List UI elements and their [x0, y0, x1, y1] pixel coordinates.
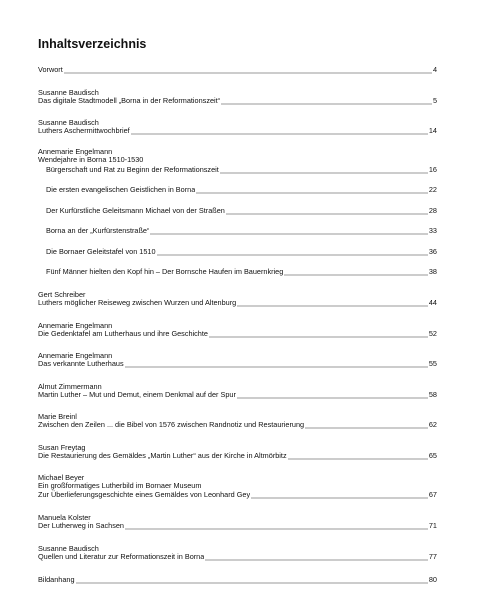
toc-text-line: Almut Zimmermann: [38, 382, 102, 391]
toc-entry-label: Die Bornaer Geleitstafel von 1510: [46, 247, 156, 256]
dot-leader: [209, 328, 428, 339]
toc-entry: [46, 266, 437, 277]
toc-text-line: Annemarie Engelmann: [38, 351, 113, 360]
toc-entry: [38, 297, 437, 308]
toc-entry-label: Borna an der „Kurfürstenstraße“: [46, 226, 150, 235]
dot-leader: [237, 297, 428, 308]
toc-entry: [38, 574, 437, 585]
dot-leader: [251, 489, 428, 500]
toc-page-number: 38: [428, 267, 437, 276]
toc-entry-label: Die ersten evangelischen Geistlichen in Borna: [46, 185, 196, 194]
toc-entry-label: Luthers möglicher Reiseweg zwischen Wurzen und Altenburg: [38, 298, 237, 307]
toc-text-line: Susanne Baudisch: [38, 88, 99, 97]
dot-leader: [288, 450, 428, 461]
toc-page-number: 55: [428, 359, 437, 368]
toc-page-number: 44: [428, 298, 437, 307]
toc-entry: [38, 450, 437, 461]
toc-page-number: 14: [428, 126, 437, 135]
toc-entry: [38, 551, 437, 562]
toc-entry-label: Der Lutherweg in Sachsen: [38, 521, 124, 530]
toc-entry-label: Bildanhang: [38, 575, 75, 584]
dot-leader: [220, 164, 428, 175]
toc-text-line: Manuela Kolster: [38, 513, 91, 522]
toc-page-number: 4: [432, 65, 437, 74]
toc-text-line: Ein großformatiges Lutherbild im Bornaer Museum: [38, 481, 202, 490]
toc-entry: [46, 184, 437, 195]
toc-entry-label: Die Restaurierung des Gemäldes „Martin Luther“ aus der Kirche in Altmörbitz: [38, 451, 287, 460]
dot-leader: [237, 389, 428, 400]
dot-leader: [305, 419, 428, 430]
dot-leader: [64, 64, 432, 75]
toc-entry-label: Bürgerschaft und Rat zu Beginn der Reformationszeit: [46, 165, 219, 174]
toc-text-line: Marie Breinl: [38, 412, 77, 421]
toc-entry: [46, 164, 437, 175]
toc-entry-label: Fünf Männer hielten den Kopf hin – Der Bornsche Haufen im Bauernkrieg: [46, 267, 284, 276]
page-title: Inhaltsverzeichnis: [38, 37, 147, 51]
toc-page-number: 67: [428, 490, 437, 499]
toc-text-line: Wendejahre in Borna 1510-1530: [38, 155, 144, 164]
dot-leader: [205, 551, 428, 562]
toc-entry-label: Luthers Aschermittwochbrief: [38, 126, 130, 135]
toc-page-number: 71: [428, 521, 437, 530]
dot-leader: [196, 184, 428, 195]
toc-entry: [38, 520, 437, 531]
dot-leader: [226, 205, 428, 216]
toc-entry: [46, 246, 437, 257]
toc-text-line: Annemarie Engelmann: [38, 321, 113, 330]
toc-text-line: Susanne Baudisch: [38, 544, 99, 553]
toc-entry: [46, 205, 437, 216]
toc-text-line: Michael Beyer: [38, 473, 85, 482]
toc-entry: [38, 489, 437, 500]
toc-entry-label: Martin Luther – Mut und Demut, einem Denkmal auf der Spur: [38, 390, 236, 399]
toc-entry-label: Zwischen den Zeilen ... die Bibel von 1576 zwischen Randnotiz und Restaurierung: [38, 420, 305, 429]
toc-entry: [38, 64, 437, 75]
toc-page-number: 77: [428, 552, 437, 561]
toc-page-number: 58: [428, 390, 437, 399]
dot-leader: [125, 358, 428, 369]
toc-text-line: Susanne Baudisch: [38, 118, 99, 127]
dot-leader: [157, 246, 428, 257]
toc-entry-label: Vorwort: [38, 65, 63, 74]
toc-entry-label: Das verkannte Lutherhaus: [38, 359, 124, 368]
toc-page-number: 22: [428, 185, 437, 194]
toc-page-number: 80: [428, 575, 437, 584]
toc-page-number: 28: [428, 206, 437, 215]
dot-leader: [131, 125, 428, 136]
toc-entry: [46, 225, 437, 236]
toc-page-number: 62: [428, 420, 437, 429]
toc-text-line: Annemarie Engelmann: [38, 147, 113, 156]
toc-page-number: 33: [428, 226, 437, 235]
toc-entry: [38, 389, 437, 400]
toc-entry: [38, 358, 437, 369]
toc-entry-label: Quellen und Literatur zur Reformationszeit in Borna: [38, 552, 205, 561]
toc-entry: [38, 328, 437, 339]
toc-entry-label: Der Kurfürstliche Geleitsmann Michael von der Straßen: [46, 206, 225, 215]
toc-page-number: 65: [428, 451, 437, 460]
dot-leader: [76, 574, 428, 585]
toc-page-number: 52: [428, 329, 437, 338]
toc-entry-label: Die Gedenktafel am Lutherhaus und ihre Geschichte: [38, 329, 208, 338]
dot-leader: [125, 520, 428, 531]
toc-entry: [38, 95, 437, 106]
toc-entry: [38, 419, 437, 430]
toc-page-number: 16: [428, 165, 437, 174]
toc-entry-label: Das digitale Stadtmodell „Borna in der Reformationszeit“: [38, 96, 221, 105]
dot-leader: [221, 95, 432, 106]
toc-entry: [38, 125, 437, 136]
toc-entry-label: Zur Überlieferungsgeschichte eines Gemäldes von Leonhard Gey: [38, 490, 251, 499]
toc-page-number: 5: [432, 96, 437, 105]
toc-page-number: 36: [428, 247, 437, 256]
toc-text-line: Gert Schreiber: [38, 290, 86, 299]
toc-text-line: Susan Freytag: [38, 443, 86, 452]
dot-leader: [150, 225, 427, 236]
dot-leader: [284, 266, 428, 277]
